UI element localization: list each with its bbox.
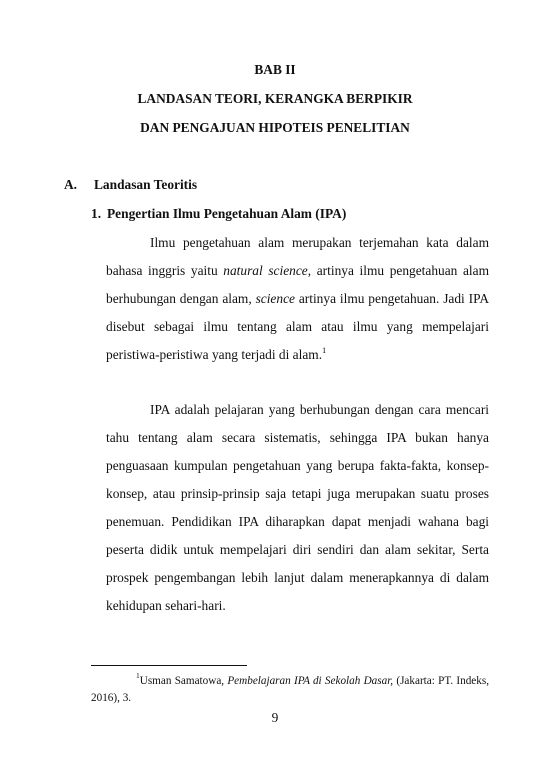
section-title: Landasan Teoritis <box>94 177 198 192</box>
subsection-heading <box>91 206 346 222</box>
footnote-marker: 1 <box>136 671 140 681</box>
paragraph-2-text: IPA adalah pelajaran yang berhubungan dengan cara mencari tahu tentang alam secara sistematis, sehingga IPA bukan hanya penguasaan kumpulan pengetahuan yang berupa fakta-fakta, konsep-konsep, atau prinsip-prinsip saja tetapi juga merupakan suatu proses penemuan. Pendidikan IPA diharapkan dapat menjadi wahana bagi peserta didik untuk mempelajari diri sendiri dan alam sekitar, Serta prospek pengembangan lebih lanjut dalam menerapkannya di dalam kehidupan sehari-hari. <box>106 402 489 613</box>
paragraph-1-text-a: Ilmu pengetahuan alam merupakan terjemahan kata dalam bahasa inggris yaitu <box>106 235 489 278</box>
paragraph-1-term-science: science <box>255 291 295 306</box>
section-label: A. <box>64 177 78 192</box>
subsection-title: Pengertian Ilmu Pengetahuan Alam (IPA) <box>107 206 347 221</box>
footnote-publication: (Jakarta: PT. Indeks, 2016), 3. <box>91 675 490 704</box>
chapter-title-line-1: LANDASAN TEORI, KERANGKA BERPIKIR <box>137 91 413 106</box>
paragraph-1-term-natural-science: natural science <box>223 263 308 278</box>
chapter-title-line-2: DAN PENGAJUAN HIPOTEIS PENELITIAN <box>140 120 410 135</box>
paragraph-1-text-b: , artinya ilmu pengetahuan alam berhubungan dengan alam, <box>106 263 490 306</box>
paragraph-1-text-c: artinya ilmu pengetahuan. Jadi IPA disebut sebagai ilmu tentang alam atau ilmu yang mempelajari peristiwa-peristiwa yang terjadi di alam. <box>106 291 489 362</box>
page-number: 9 <box>271 710 279 725</box>
body-paragraph-1 <box>106 229 489 369</box>
body-paragraph-2 <box>106 396 489 620</box>
footnote <box>91 673 489 707</box>
chapter-label: BAB II <box>254 62 296 77</box>
subsection-label: 1. <box>91 206 102 221</box>
section-heading <box>64 177 197 193</box>
footnote-book-title: Pembelajaran IPA di Sekolah Dasar, <box>227 675 394 687</box>
footnote-separator <box>91 665 247 666</box>
footnote-reference: 1 <box>322 344 327 355</box>
footnote-author: Usman Samatowa, <box>139 675 228 687</box>
